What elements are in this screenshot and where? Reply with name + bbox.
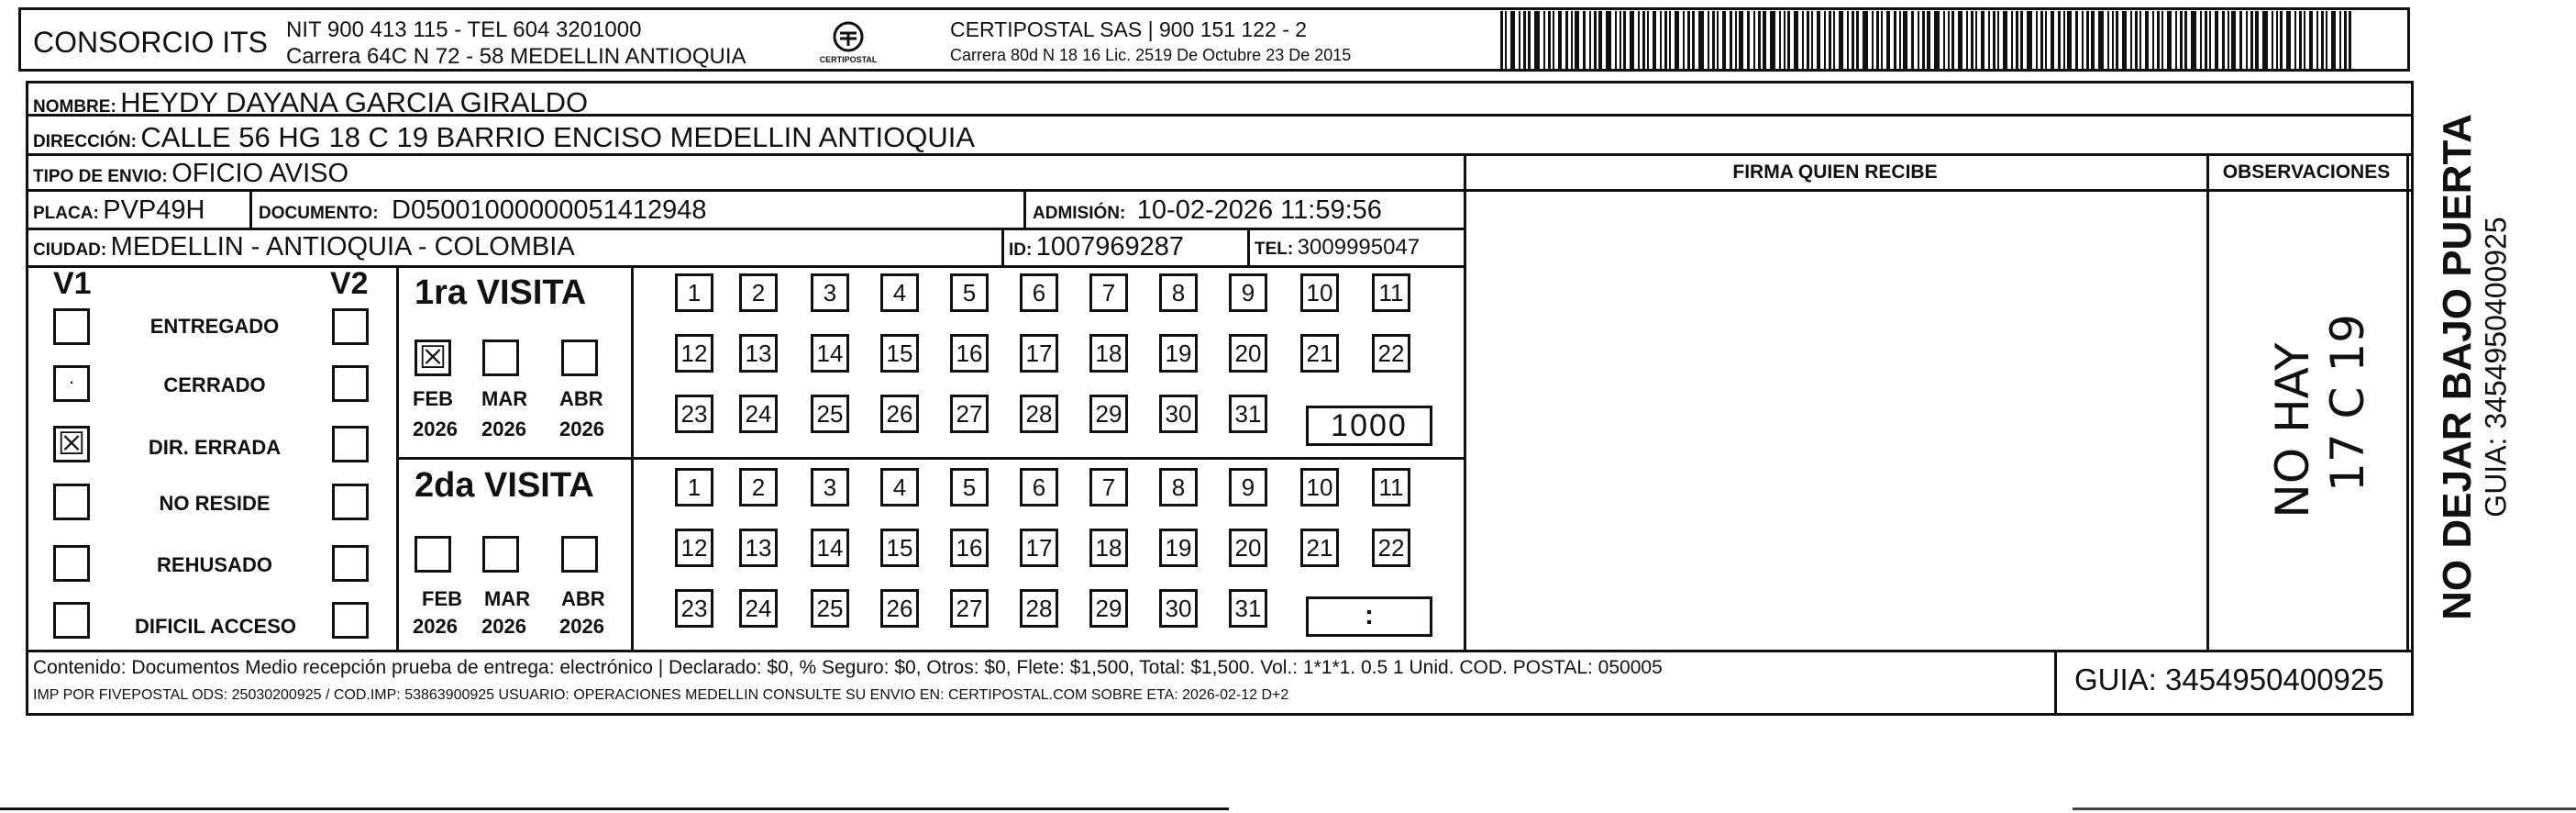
barcode-bar [1708, 11, 1709, 72]
visit2-day-7[interactable]: 7 [1089, 468, 1128, 507]
documento-label: DOCUMENTO: [259, 204, 379, 223]
barcode-bar [1583, 11, 1586, 72]
v1-checkbox-rehusado[interactable] [53, 545, 90, 582]
ciudad-label: CIUDAD: [33, 240, 107, 260]
observations-area[interactable] [2210, 193, 2405, 648]
visit1-year-abr: 2026 [559, 418, 604, 440]
visit2-day-15[interactable]: 15 [880, 529, 919, 567]
barcode-bar [2262, 11, 2268, 72]
v1-checkbox-no-reside[interactable] [53, 484, 90, 520]
visit1-day-18[interactable]: 18 [1089, 334, 1128, 373]
barcode-bar [1675, 11, 1679, 72]
visit1-day-17[interactable]: 17 [1020, 334, 1058, 373]
visit2-day-8[interactable]: 8 [1159, 468, 1198, 507]
visit2-day-20[interactable]: 20 [1229, 529, 1267, 567]
visit1-day-20[interactable]: 20 [1229, 334, 1267, 373]
barcode-bar [1735, 11, 1737, 72]
visit1-month-feb: FEB [413, 387, 453, 410]
barcode-bar [1918, 11, 1919, 72]
barcode-bar [1829, 11, 1831, 72]
company-nit: NIT 900 413 115 - TEL 604 3201000 [286, 17, 642, 42]
barcode-bar [2215, 11, 2218, 72]
barcode-bar [1981, 11, 1985, 72]
visit2-day-31[interactable]: 31 [1229, 589, 1267, 628]
barcode-bar [2222, 11, 2225, 72]
visit2-day-26[interactable]: 26 [880, 589, 919, 628]
barcode-bar [1594, 11, 1597, 72]
tipo-value: OFICIO AVISO [171, 159, 349, 188]
placa-value: PVP49H [103, 195, 205, 225]
barcode-bar [1839, 11, 1843, 72]
barcode-bar [1598, 11, 1602, 72]
barcode-bar [2321, 11, 2324, 72]
id-row [1009, 232, 1184, 262]
status-no-reside: NO RESIDE [159, 492, 271, 515]
visit2-title: 2da VISITA [415, 466, 594, 505]
barcode-bar [1638, 11, 1640, 72]
company-name: CONSORCIO ITS [33, 26, 269, 59]
v1-checkbox-dir-errada[interactable]: ☒ [53, 426, 90, 462]
barcode-bar [2205, 11, 2207, 72]
visit1-day-24[interactable]: 24 [739, 395, 778, 433]
tel-row [1255, 235, 1420, 261]
barcode-bar [2045, 11, 2047, 72]
firma-header: FIRMA QUIEN RECIBE [1732, 161, 1938, 183]
side-notice: NO DEJAR BAJO PUERTA [2435, 114, 2480, 620]
certipostal-name: CERTIPOSTAL SAS | 900 151 122 - 2 [950, 17, 1308, 41]
barcode-bar [2309, 11, 2313, 72]
direccion-value: CALLE 56 HG 18 C 19 BARRIO ENCISO MEDELLIN ANTIOQUIA [140, 121, 976, 153]
visit1-month-abr: ABR [559, 387, 603, 410]
v2-label: V2 [330, 266, 369, 301]
observation-note-line1: NO HAY [2266, 342, 2319, 518]
visit1-month-mar-box[interactable] [482, 340, 519, 376]
barcode-bar [1722, 11, 1726, 72]
visit2-month-feb-box[interactable] [415, 536, 451, 573]
direccion-row [33, 121, 975, 154]
placa-row [33, 195, 205, 226]
direccion-label: DIRECCIÓN: [33, 132, 137, 151]
visit1-day-23[interactable]: 23 [675, 395, 713, 433]
barcode-bar [1872, 11, 1874, 72]
v1-checkbox-entregado[interactable] [53, 308, 90, 345]
visit1-day-2[interactable]: 2 [739, 273, 778, 312]
visit2-day-30[interactable]: 30 [1159, 589, 1198, 628]
visit1-time-box[interactable]: 1000 [1306, 406, 1432, 446]
barcode-bar [2304, 11, 2305, 72]
status-dir-errada: DIR. ERRADA [148, 436, 282, 459]
barcode-bar [1687, 11, 1690, 72]
barcode-bar [1881, 11, 1883, 72]
observaciones-header: OBSERVACIONES [2222, 161, 2391, 183]
signature-area[interactable] [1467, 193, 2205, 648]
visit1-day-26[interactable]: 26 [880, 395, 919, 433]
visit2-month-mar-box[interactable] [482, 536, 519, 573]
barcode-bar [1683, 11, 1685, 72]
visit1-day-19[interactable]: 19 [1159, 334, 1198, 373]
visit2-day-28[interactable]: 28 [1020, 589, 1058, 628]
visit2-year-mar: 2026 [481, 615, 526, 638]
visit1-title: 1ra VISITA [415, 273, 587, 312]
barcode-bar [2344, 11, 2347, 72]
visit1-day-29[interactable]: 29 [1089, 395, 1128, 433]
barcode-bar [2086, 11, 2089, 72]
certipostal-address: Carrera 80d N 18 16 Lic. 2519 De Octubre 23 De 2015 [950, 46, 1352, 64]
footer-imp: IMP POR FIVEPOSTAL ODS: 25030200925 / COD.IMP: 53863900925 USUARIO: OPERACIONES MEDELLIN CONSULTE SU ENVIO EN: CERTIPOSTAL.COM SOBRE ETA: 2026-02-12 D+2 [33, 687, 1289, 703]
barcode-bar [1500, 11, 1503, 72]
barcode-bar [1519, 11, 1520, 72]
admision-label: ADMISIÓN: [1033, 204, 1126, 223]
barcode-bar [1802, 11, 1804, 72]
visit2-day-29[interactable]: 29 [1089, 589, 1128, 628]
barcode-bar [1758, 11, 1761, 72]
visit1-day-13[interactable]: 13 [739, 334, 778, 373]
visit1-day-21[interactable]: 21 [1300, 334, 1339, 373]
barcode-bar [1971, 11, 1973, 72]
barcode-bar [1548, 11, 1551, 72]
barcode-bar [2098, 11, 2104, 72]
barcode-bar [2020, 11, 2023, 72]
barcode-bar [2276, 11, 2278, 72]
v2-checkbox-entregado[interactable] [332, 308, 369, 345]
barcode-bar [1894, 11, 1896, 72]
barcode-bar [1660, 11, 1662, 72]
visit2-day-1[interactable]: 1 [675, 468, 713, 507]
barcode-bar [2116, 11, 2118, 72]
barcode-bar [1571, 11, 1573, 72]
barcode-bar [2067, 11, 2072, 72]
barcode-bar [2036, 11, 2038, 72]
visit1-day-5[interactable]: 5 [950, 273, 989, 312]
barcode-bar [2027, 11, 2032, 72]
visit1-day-4[interactable]: 4 [880, 273, 919, 312]
visit1-year-mar: 2026 [481, 418, 526, 440]
visit1-day-31[interactable]: 31 [1229, 395, 1267, 433]
visit2-year-feb: 2026 [413, 615, 458, 638]
barcode-bar [1903, 11, 1907, 72]
barcode-bar [1615, 11, 1617, 72]
barcode-bar [2122, 11, 2127, 72]
visit1-day-14[interactable]: 14 [811, 334, 849, 373]
visit2-day-27[interactable]: 27 [950, 589, 989, 628]
barcode-bar [1784, 11, 1786, 72]
barcode-bar [1966, 11, 1968, 72]
barcode-bar [2075, 11, 2078, 72]
visit1-day-25[interactable]: 25 [811, 395, 849, 433]
barcode-bar [2040, 11, 2043, 72]
barcode-bar [2180, 11, 2183, 72]
nombre-row [33, 86, 588, 119]
barcode-bar [1647, 11, 1649, 72]
barcode-bar [2130, 11, 2132, 72]
visit1-day-28[interactable]: 28 [1020, 395, 1058, 433]
barcode-bar [2280, 11, 2283, 72]
status-entregado: ENTREGADO [149, 315, 280, 338]
ciudad-row [33, 232, 575, 262]
visit2-day-9[interactable]: 9 [1229, 468, 1267, 507]
barcode-bar [2349, 11, 2351, 72]
tel-value: 3009995047 [1297, 235, 1421, 260]
visit1-day-6[interactable]: 6 [1020, 273, 1058, 312]
visit2-day-2[interactable]: 2 [739, 468, 778, 507]
visit2-day-5[interactable]: 5 [950, 468, 989, 507]
barcode [1500, 11, 2353, 72]
barcode-bar [1763, 11, 1766, 72]
footer-contenido: Contenido: Documentos Medio recepción prueba de entrega: electrónico | Declarado: $0, % Seguro: $0, Otros: $0, Flete: $1,500, Total: $1,500. Vol.: 1*1*1. 0.5 1 Unid. COD. POSTAL: 050005 [33, 657, 1663, 678]
visit2-day-21[interactable]: 21 [1300, 529, 1339, 567]
visit2-day-4[interactable]: 4 [880, 468, 919, 507]
documento-row [259, 195, 707, 226]
barcode-bar [1770, 11, 1775, 72]
barcode-bar [1753, 11, 1755, 72]
barcode-bar [1876, 11, 1879, 72]
nombre-value: HEYDY DAYANA GARCIA GIRALDO [120, 86, 589, 118]
v2-checkbox-rehusado[interactable] [332, 545, 369, 582]
status-dificil-acceso: DIFICIL ACCESO [134, 615, 296, 638]
footer-guia: GUIA: 3454950400925 [2074, 663, 2384, 696]
barcode-bar [1899, 11, 1901, 72]
barcode-bar [1824, 11, 1826, 72]
visit2-day-16[interactable]: 16 [950, 529, 989, 567]
barcode-bar [1565, 11, 1568, 72]
barcode-bar [2091, 11, 2095, 72]
tipo-row [33, 159, 348, 189]
barcode-bar [2331, 11, 2336, 72]
visit1-day-15[interactable]: 15 [880, 334, 919, 373]
visit1-day-27[interactable]: 27 [950, 395, 989, 433]
barcode-bar [1934, 11, 1940, 72]
v1-label: V1 [53, 266, 92, 301]
barcode-bar [1712, 11, 1715, 72]
visit2-month-feb: FEB [422, 587, 462, 610]
side-guia-column [2478, 110, 2515, 624]
barcode-bar [1863, 11, 1868, 72]
barcode-bar [2294, 11, 2296, 72]
tel-label: TEL: [1255, 239, 1294, 259]
visit1-month-mar: MAR [481, 387, 528, 410]
barcode-bar [1739, 11, 1743, 72]
side-notice-column [2432, 110, 2483, 624]
barcode-bar [1779, 11, 1781, 72]
barcode-bar [1730, 11, 1732, 72]
barcode-bar [1575, 11, 1579, 72]
v1-checkbox-cerrado[interactable]: · [53, 365, 90, 402]
visit2-time-box[interactable]: : [1306, 596, 1432, 637]
barcode-bar [1630, 11, 1634, 72]
visit1-day-12[interactable]: 12 [675, 334, 713, 373]
barcode-bar [1717, 11, 1719, 72]
barcode-bar [1669, 11, 1671, 72]
barcode-bar [1623, 11, 1626, 72]
side-guia: GUIA: 3454950400925 [2479, 217, 2513, 518]
admision-row [1033, 195, 1382, 226]
barcode-bar [2246, 11, 2248, 72]
visit1-year-feb: 2026 [413, 418, 458, 440]
barcode-bar [1523, 11, 1526, 72]
visit2-day-18[interactable]: 18 [1089, 529, 1128, 567]
barcode-bar [1794, 11, 1798, 72]
barcode-bar [1534, 11, 1540, 72]
barcode-bar [1847, 11, 1849, 72]
visit2-day-14[interactable]: 14 [811, 529, 849, 567]
visit2-day-10[interactable]: 10 [1300, 468, 1339, 507]
visit2-day-19[interactable]: 19 [1159, 529, 1198, 567]
barcode-bar [2326, 11, 2327, 72]
barcode-bar [1664, 11, 1667, 72]
barcode-bar [1993, 11, 1996, 72]
visit2-day-6[interactable]: 6 [1020, 468, 1058, 507]
id-value: 1007969287 [1035, 232, 1185, 262]
barcode-bar [1606, 11, 1611, 72]
barcode-bar [2016, 11, 2018, 72]
visit2-month-mar: MAR [484, 587, 531, 610]
visit2-day-11[interactable]: 11 [1372, 468, 1410, 507]
barcode-bar [1833, 11, 1835, 72]
barcode-bar [1927, 11, 1930, 72]
barcode-bar [1505, 11, 1507, 72]
visit2-day-25[interactable]: 25 [811, 589, 849, 628]
visit1-day-7[interactable]: 7 [1089, 273, 1128, 312]
v2-checkbox-no-reside[interactable] [332, 484, 369, 520]
barcode-bar [2063, 11, 2065, 72]
visit1-day-3[interactable]: 3 [811, 273, 849, 312]
visit2-month-abr-box[interactable] [561, 536, 598, 573]
barcode-bar [2299, 11, 2302, 72]
visit2-day-24[interactable]: 24 [739, 589, 778, 628]
barcode-bar [1811, 11, 1813, 72]
visit1-day-10[interactable]: 10 [1300, 273, 1339, 312]
barcode-bar [2112, 11, 2114, 72]
barcode-bar [1553, 11, 1554, 72]
barcode-bar [1807, 11, 1809, 72]
barcode-bar [1951, 11, 1954, 72]
status-rehusado: REHUSADO [157, 553, 272, 576]
barcode-bar [2231, 11, 2236, 72]
barcode-bar [2058, 11, 2061, 72]
visit1-day-30[interactable]: 30 [1159, 395, 1198, 433]
visit2-day-23[interactable]: 23 [675, 589, 713, 628]
barcode-bar [2200, 11, 2202, 72]
visit2-day-17[interactable]: 17 [1020, 529, 1058, 567]
barcode-bar [1922, 11, 1925, 72]
visit1-day-8[interactable]: 8 [1159, 273, 1198, 312]
visit1-day-22[interactable]: 22 [1372, 334, 1410, 373]
barcode-bar [1988, 11, 1990, 72]
barcode-bar [1948, 11, 1950, 72]
barcode-bar [1747, 11, 1750, 72]
barcode-bar [1528, 11, 1531, 72]
v1-checkbox-dificil-acceso[interactable] [53, 602, 90, 639]
barcode-bar [2239, 11, 2242, 72]
placa-label: PLACA: [33, 204, 99, 223]
barcode-bar [2082, 11, 2084, 72]
barcode-bar [2139, 11, 2141, 72]
observation-note-line2: 17 C 19 [2321, 314, 2374, 492]
barcode-bar [2051, 11, 2054, 72]
visit1-day-16[interactable]: 16 [950, 334, 989, 373]
barcode-bar [1856, 11, 1859, 72]
barcode-bar [2135, 11, 2138, 72]
barcode-bar [1543, 11, 1545, 72]
barcode-bar [1886, 11, 1890, 72]
visit2-day-12[interactable]: 12 [675, 529, 713, 567]
visit1-month-feb-box[interactable]: ☒ [415, 340, 451, 376]
barcode-bar [1510, 11, 1515, 72]
visit1-month-abr-box[interactable] [561, 340, 598, 376]
barcode-bar [2175, 11, 2177, 72]
barcode-bar [1787, 11, 1790, 72]
barcode-bar [1620, 11, 1621, 72]
barcode-bar [2339, 11, 2341, 72]
status-cerrado: CERRADO [163, 373, 266, 396]
admision-value: 10-02-2026 11:59:56 [1136, 195, 1382, 225]
v2-checkbox-cerrado[interactable] [332, 365, 369, 402]
visit1-day-11[interactable]: 11 [1372, 273, 1410, 312]
tipo-label: TIPO DE ENVIO: [33, 167, 168, 186]
logo-caption: CERTIPOSTAL [819, 55, 878, 64]
barcode-bar [1852, 11, 1854, 72]
barcode-bar [2107, 11, 2109, 72]
visit1-day-1[interactable]: 1 [675, 273, 713, 312]
company-address: Carrera 64C N 72 - 58 MEDELLIN ANTIOQUIA [286, 44, 746, 69]
nombre-label: NOMBRE: [33, 97, 116, 117]
visit2-day-13[interactable]: 13 [739, 529, 778, 567]
barcode-bar [2152, 11, 2154, 72]
documento-value: D05001000000051412948 [392, 195, 707, 225]
barcode-bar [1653, 11, 1656, 72]
visit1-day-9[interactable]: 9 [1229, 273, 1267, 312]
barcode-bar [2161, 11, 2163, 72]
barcode-bar [2145, 11, 2149, 72]
visit2-year-abr: 2026 [559, 615, 604, 638]
barcode-bar [1997, 11, 1999, 72]
barcode-bar [2209, 11, 2211, 72]
ciudad-value: MEDELLIN - ANTIOQUIA - COLOMBIA [110, 232, 575, 262]
barcode-bar [1589, 11, 1591, 72]
v2-checkbox-dificil-acceso[interactable] [332, 602, 369, 639]
barcode-bar [1911, 11, 1914, 72]
barcode-bar [2272, 11, 2273, 72]
barcode-bar [1817, 11, 1820, 72]
visit2-month-abr: ABR [561, 587, 605, 610]
visit2-day-22[interactable]: 22 [1372, 529, 1410, 567]
barcode-bar [1692, 11, 1695, 72]
barcode-bar [2167, 11, 2172, 72]
barcode-bar [2157, 11, 2160, 72]
barcode-bar [1958, 11, 1962, 72]
visit2-day-3[interactable]: 3 [811, 468, 849, 507]
barcode-bar [2011, 11, 2013, 72]
barcode-bar [1975, 11, 1977, 72]
id-label: ID: [1009, 240, 1033, 260]
barcode-bar [1642, 11, 1645, 72]
barcode-bar [2255, 11, 2259, 72]
barcode-bar [2003, 11, 2007, 72]
v2-checkbox-dir-errada[interactable] [332, 426, 369, 462]
certipostal-logo [807, 17, 890, 70]
barcode-bar [2184, 11, 2187, 72]
barcode-bar [1943, 11, 1945, 72]
barcode-bar [2228, 11, 2229, 72]
barcode-bar [1698, 11, 1704, 72]
barcode-bar [2250, 11, 2253, 72]
barcode-bar [2316, 11, 2318, 72]
barcode-bar [2286, 11, 2291, 72]
barcode-bar [1558, 11, 1562, 72]
barcode-bar [2191, 11, 2196, 72]
